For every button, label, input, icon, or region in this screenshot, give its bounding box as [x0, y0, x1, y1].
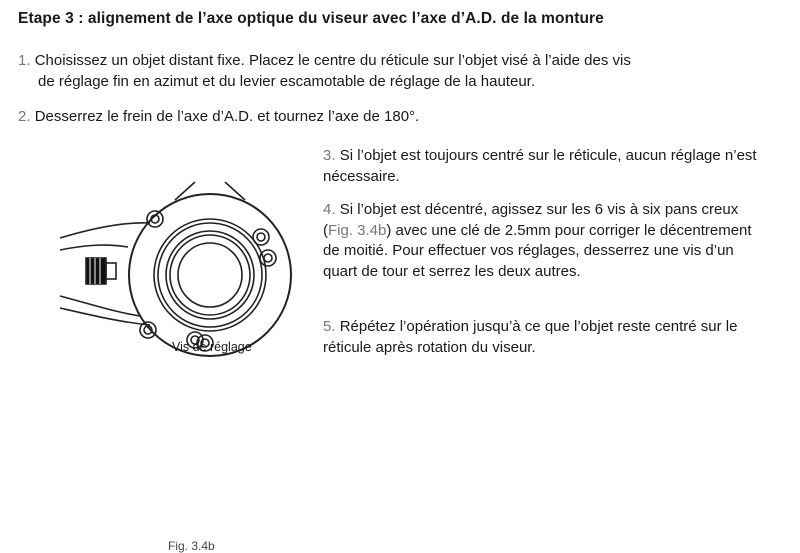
figure-3-4b [0, 165, 310, 553]
finder-mount-drawing [0, 165, 310, 395]
figure-reference: Fig. 3.4b [328, 221, 387, 239]
step-3-number: 3. [323, 147, 336, 164]
step-5 [323, 317, 761, 358]
step-5-number: 5. [323, 318, 336, 335]
step-4-number: 4. [323, 201, 336, 218]
figure-caption: Fig. 3.4b [168, 539, 215, 553]
step-4-text-b: ) avec une clé de 2.5mm pour corriger le décentrement de moitié. Pour effectuer vos réglages, desserrez une vis d’un quart de tour et serrez les deux autres. [323, 221, 752, 280]
figure-label: Vis de réglage [172, 340, 252, 354]
step-3-text: Si l’objet est toujours centré sur le réticule, aucun réglage n’est nécessaire. [323, 147, 757, 185]
step-2-text: Desserrez le frein de l’axe d’A.D. et tournez l’axe de 180°. [34, 108, 420, 125]
step-4-text-a: Si l’objet est décentré, agissez sur les 6 vis à six pans creux ( [323, 201, 739, 239]
step-2 [18, 106, 788, 127]
adjustment-screws [140, 211, 276, 351]
step-5-text: Répétez l’opération jusqu’à ce que l’objet reste centré sur le réticule après rotation du viseur. [323, 318, 738, 356]
step-1 [18, 50, 788, 92]
step-3 [323, 146, 761, 187]
step-2-number: 2. [18, 108, 31, 125]
step-1-text-line2: de réglage fin en azimut et du levier escamotable de réglage de la hauteur. [38, 73, 535, 90]
step-4 [323, 200, 761, 282]
page-title: Etape 3 : alignement de l’axe optique du viseur avec l’axe d’A.D. de la monture [18, 10, 604, 27]
step-1-text-line1: Choisissez un objet distant fixe. Placez le centre du réticule sur l’objet visé à l’aide des vis [34, 52, 631, 69]
step-1-number: 1. [18, 52, 31, 69]
